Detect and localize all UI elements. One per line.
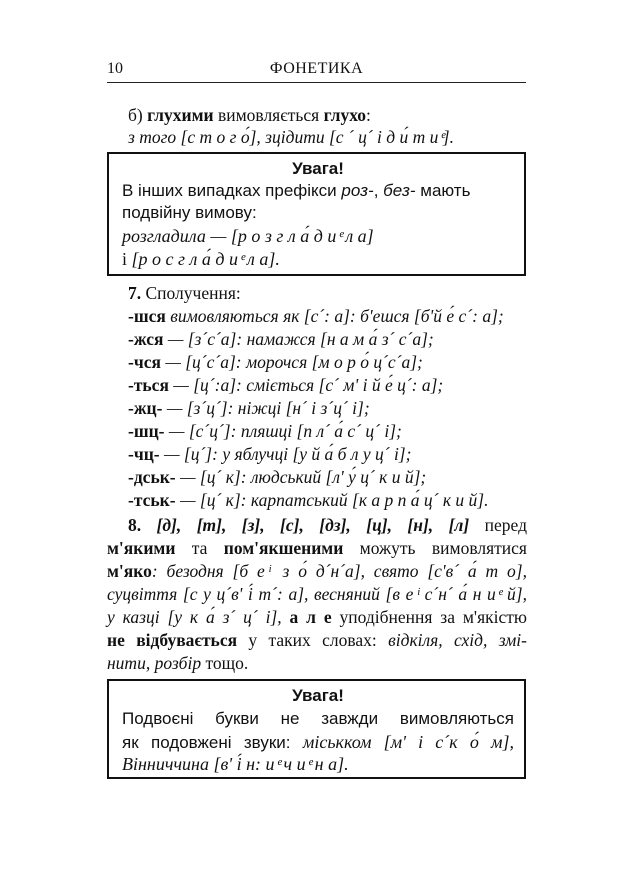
text: перед bbox=[469, 515, 528, 535]
text: і bbox=[122, 249, 132, 269]
list-item bbox=[128, 420, 527, 442]
combination: -чц- bbox=[128, 444, 160, 464]
list-item bbox=[128, 443, 527, 465]
example: Вінниччина [в' і́ н: и ͤ ч и ͤ н а]. bbox=[122, 754, 349, 774]
list-item bbox=[128, 374, 527, 396]
combination: -жся bbox=[128, 329, 164, 349]
section-8-line bbox=[107, 629, 527, 651]
top-line-2 bbox=[128, 126, 527, 148]
notice-example bbox=[122, 248, 514, 270]
section-8-line bbox=[107, 652, 527, 674]
notice-line bbox=[122, 180, 514, 202]
list-item bbox=[128, 305, 527, 327]
text: В інших випадках префікси bbox=[122, 181, 342, 200]
section-8-line bbox=[128, 514, 527, 536]
section-7-heading bbox=[128, 282, 527, 304]
combination: -ться bbox=[128, 375, 169, 395]
example: — [ц´:а]: сміється [с´ м' і й е́ ц´: а]; bbox=[168, 375, 444, 395]
list-item bbox=[128, 466, 527, 488]
combination: -тськ- bbox=[128, 490, 176, 510]
bold-term: пом'якшеними bbox=[223, 538, 344, 558]
bold-term: глухими bbox=[147, 105, 214, 125]
list-item bbox=[128, 489, 527, 511]
page-number: 10 bbox=[107, 60, 123, 77]
example: [р о с г л а́ д и ͤ л а]. bbox=[131, 249, 280, 269]
combination: -чся bbox=[128, 352, 161, 372]
section-8-line bbox=[107, 560, 527, 582]
example: у казці [у к а́ з´ ц´ і], bbox=[107, 607, 290, 627]
text: як подовжені звуки: bbox=[122, 733, 303, 752]
bold-term: глухо bbox=[323, 105, 367, 125]
combination: -шц- bbox=[128, 421, 165, 441]
sound-list: [д], [т], [з], [с], [дз], [ц], [н], [л] bbox=[141, 515, 470, 535]
section-number: 7. bbox=[128, 283, 142, 303]
section-number: 8. bbox=[128, 515, 142, 535]
page-header bbox=[107, 58, 526, 83]
combination: -дськ- bbox=[128, 467, 176, 487]
text: можуть вимовлятися bbox=[343, 538, 527, 558]
example: — [с´ц´]: пляшці [п л´ а́ с´ ц´ і]; bbox=[164, 421, 402, 441]
example: — [з´с´а]: намажся [н а м а́ з´ с´а]; bbox=[163, 329, 434, 349]
notice-box-2 bbox=[107, 679, 526, 779]
prefix: роз- bbox=[341, 181, 374, 200]
bold-term: не відбувається bbox=[107, 630, 238, 650]
notice-line: подвійну вимову: bbox=[122, 203, 257, 222]
section-8-line bbox=[107, 606, 527, 628]
text: у таких словах: bbox=[237, 630, 389, 650]
notice-box-1 bbox=[107, 152, 526, 276]
text: мають bbox=[415, 181, 471, 200]
text: та bbox=[175, 538, 224, 558]
section-8-line bbox=[107, 583, 527, 605]
notice-title: Увага! bbox=[292, 686, 344, 705]
example: нити, розбір bbox=[107, 653, 202, 673]
notice-example bbox=[122, 225, 514, 247]
text: : bbox=[366, 105, 371, 125]
example: — [ц´с´а]: морочся [м о р о́ ц´с´а]; bbox=[160, 352, 423, 372]
section-8-line bbox=[107, 537, 527, 559]
list-item bbox=[128, 328, 527, 350]
example: суцвіття [с у ц´в' і́ т´: а], весняний [в е ͥ с´н´ а́ н и ͤ й], bbox=[107, 584, 527, 604]
text: Сполучення: bbox=[141, 283, 241, 303]
text: уподібнення за м'якістю bbox=[331, 607, 527, 627]
example: — [з´ц´]: ніжці [н´ і з´ц´ і]; bbox=[162, 398, 370, 418]
prefix: без- bbox=[383, 181, 416, 200]
running-title: ФОНЕТИКА bbox=[269, 60, 364, 77]
notice-example bbox=[122, 753, 514, 775]
top-line-1 bbox=[128, 104, 527, 126]
example: розгладила — [р о з г л а́ д и ͤ л а] bbox=[122, 226, 374, 246]
list-item bbox=[128, 351, 527, 373]
example: міськком [м' і с´к о́ м], bbox=[302, 732, 514, 752]
example: вимовляються як [с´: а]: б'ешся [б'й е́ с´: а]; bbox=[165, 306, 504, 326]
notice-line: Подвоєні букви не завжди вимовляються bbox=[122, 709, 514, 728]
combination: -жц- bbox=[128, 398, 163, 418]
example: — [ц´ к]: карпатський [к а р п а́ ц´ к и й]. bbox=[175, 490, 489, 510]
example: : безодня [б е ͥ з о́ д´н´а], свято [с'в´ а́ т о], bbox=[151, 561, 527, 581]
notice-line bbox=[122, 731, 514, 754]
text: , bbox=[373, 181, 384, 200]
list-item bbox=[128, 397, 527, 419]
bold-term: м'якими bbox=[107, 538, 176, 558]
example: — [ц´ к]: людський [л' у́ ц´ к и й]; bbox=[175, 467, 427, 487]
text: вимовляється bbox=[213, 105, 324, 125]
example: — [ц´]: у яблучці [у й а́ б л у ц´ і]; bbox=[159, 444, 412, 464]
bold-term: а л е bbox=[289, 607, 332, 627]
text: б) bbox=[128, 105, 148, 125]
example: відкіля, схід, змі- bbox=[388, 630, 527, 650]
notice-title: Увага! bbox=[292, 159, 344, 178]
text: тощо. bbox=[201, 653, 249, 673]
bold-term: м'яко bbox=[107, 561, 152, 581]
example: з того [с т о г о́], зцідити [с ´ ц´ і д и́ т и ͤ]. bbox=[128, 127, 454, 147]
combination: -шся bbox=[128, 306, 166, 326]
